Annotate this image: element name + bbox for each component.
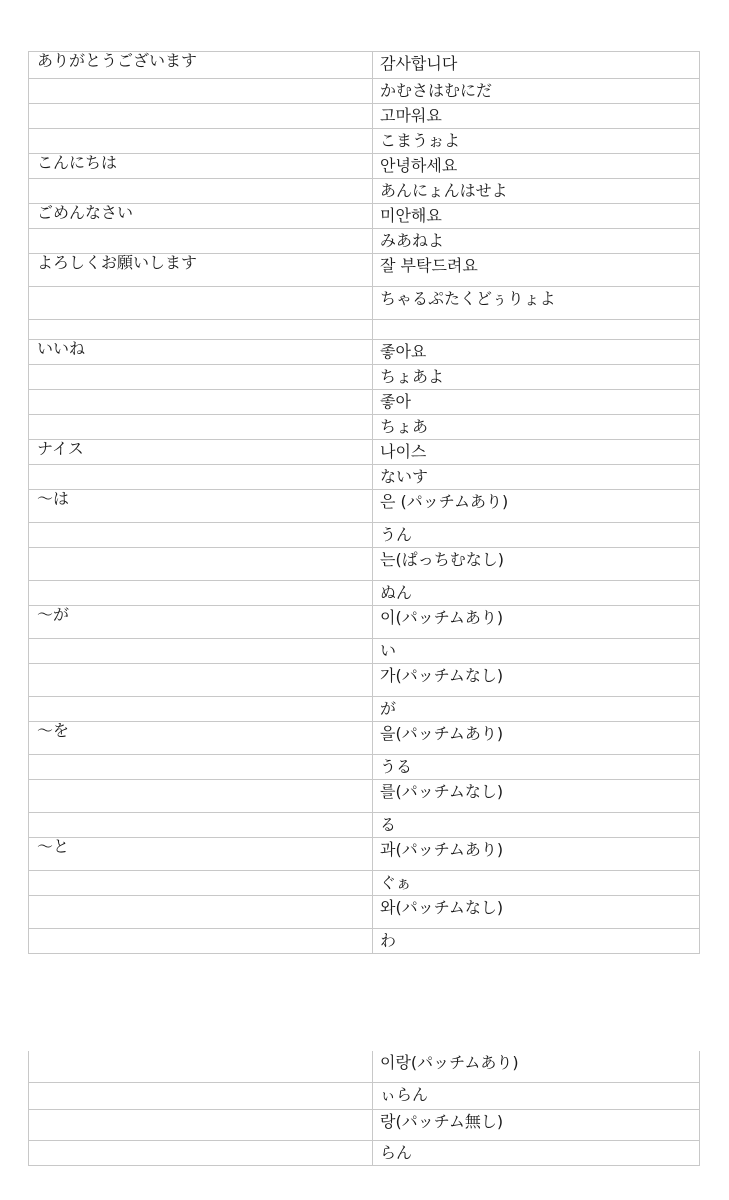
japanese-cell (29, 664, 373, 697)
table-row (29, 229, 700, 254)
japanese-cell (29, 129, 373, 154)
table-row (29, 79, 700, 104)
korean-cell: 감사합니다 (373, 52, 700, 79)
korean-cell: 미안해요 (373, 204, 700, 229)
vocab-table (28, 51, 700, 954)
japanese-cell (29, 287, 373, 320)
japanese-cell: 〜を (29, 722, 373, 755)
japanese-cell (29, 523, 373, 548)
table-row (29, 1109, 700, 1140)
japanese-cell (29, 465, 373, 490)
table-row (29, 254, 700, 287)
korean-cell: 를(パッチムなし) (373, 780, 700, 813)
table-row (29, 780, 700, 813)
table-row (29, 154, 700, 179)
japanese-cell (29, 1109, 373, 1140)
japanese-cell (29, 104, 373, 129)
japanese-cell (29, 929, 373, 954)
table-row (29, 340, 700, 365)
korean-cell: ぃらん (373, 1082, 700, 1109)
japanese-cell: 〜と (29, 838, 373, 871)
korean-cell: 나이스 (373, 440, 700, 465)
table-row (29, 871, 700, 896)
table-row (29, 440, 700, 465)
japanese-cell (29, 1051, 373, 1082)
korean-cell: あんにょんはせよ (373, 179, 700, 204)
korean-cell: こまうぉよ (373, 129, 700, 154)
korean-cell: ちゃるぷたくどぅりょよ (373, 287, 700, 320)
table-row (29, 287, 700, 320)
table-row (29, 1140, 700, 1165)
korean-cell: 이(パッチムあり) (373, 606, 700, 639)
japanese-cell: こんにちは (29, 154, 373, 179)
korean-cell: 가(パッチムなし) (373, 664, 700, 697)
japanese-cell (29, 1140, 373, 1165)
table-row (29, 639, 700, 664)
korean-cell: らん (373, 1140, 700, 1165)
korean-cell: 은 (パッチムあり) (373, 490, 700, 523)
japanese-cell (29, 365, 373, 390)
korean-cell: 이랑(パッチムあり) (373, 1051, 700, 1082)
table-row (29, 465, 700, 490)
japanese-cell (29, 229, 373, 254)
korean-cell: い (373, 639, 700, 664)
japanese-cell (29, 871, 373, 896)
table-row (29, 697, 700, 722)
korean-cell: が (373, 697, 700, 722)
korean-cell: わ (373, 929, 700, 954)
korean-cell: みあねよ (373, 229, 700, 254)
japanese-cell (29, 813, 373, 838)
table-row (29, 320, 700, 340)
table-row (29, 104, 700, 129)
table-row (29, 1082, 700, 1109)
korean-cell: 좋아요 (373, 340, 700, 365)
korean-cell: る (373, 813, 700, 838)
table-row (29, 1051, 700, 1082)
table-row (29, 606, 700, 639)
japanese-cell (29, 581, 373, 606)
table-row (29, 838, 700, 871)
table-row (29, 523, 700, 548)
korean-cell: 좋아 (373, 390, 700, 415)
korean-cell: うん (373, 523, 700, 548)
japanese-cell (29, 548, 373, 581)
japanese-cell: いいね (29, 340, 373, 365)
korean-cell: 는(ぱっちむなし) (373, 548, 700, 581)
japanese-cell: 〜は (29, 490, 373, 523)
table-row (29, 929, 700, 954)
japanese-cell (29, 179, 373, 204)
vocab-table-continued (28, 1051, 700, 1166)
japanese-cell (29, 697, 373, 722)
korean-cell: ちょあ (373, 415, 700, 440)
korean-cell: 을(パッチムあり) (373, 722, 700, 755)
japanese-cell (29, 390, 373, 415)
japanese-cell (29, 639, 373, 664)
table-row (29, 896, 700, 929)
table-row (29, 581, 700, 606)
korean-cell: 잘 부탁드려요 (373, 254, 700, 287)
korean-cell: ぬん (373, 581, 700, 606)
table-row (29, 548, 700, 581)
table-row (29, 755, 700, 780)
korean-cell: ないす (373, 465, 700, 490)
japanese-cell: ナイス (29, 440, 373, 465)
table-row (29, 204, 700, 229)
table-row (29, 722, 700, 755)
japanese-cell (29, 1082, 373, 1109)
japanese-cell (29, 896, 373, 929)
table-row (29, 415, 700, 440)
japanese-cell: 〜が (29, 606, 373, 639)
korean-cell: かむさはむにだ (373, 79, 700, 104)
table-row (29, 52, 700, 79)
table-row (29, 365, 700, 390)
table-row (29, 664, 700, 697)
table-row (29, 129, 700, 154)
korean-cell (373, 320, 700, 340)
korean-cell: ちょあよ (373, 365, 700, 390)
korean-cell: 안녕하세요 (373, 154, 700, 179)
japanese-cell (29, 415, 373, 440)
japanese-cell (29, 320, 373, 340)
table-row (29, 813, 700, 838)
japanese-cell: ごめんなさい (29, 204, 373, 229)
japanese-cell (29, 79, 373, 104)
korean-cell: 랑(パッチム無し) (373, 1109, 700, 1140)
korean-cell: 과(パッチムあり) (373, 838, 700, 871)
table-row (29, 179, 700, 204)
korean-cell: 고마워요 (373, 104, 700, 129)
japanese-cell (29, 755, 373, 780)
table-row (29, 390, 700, 415)
japanese-cell (29, 780, 373, 813)
japanese-cell: よろしくお願いします (29, 254, 373, 287)
korean-cell: ぐぁ (373, 871, 700, 896)
korean-cell: 와(パッチムなし) (373, 896, 700, 929)
japanese-cell: ありがとうございます (29, 52, 373, 79)
table-row (29, 490, 700, 523)
korean-cell: うる (373, 755, 700, 780)
